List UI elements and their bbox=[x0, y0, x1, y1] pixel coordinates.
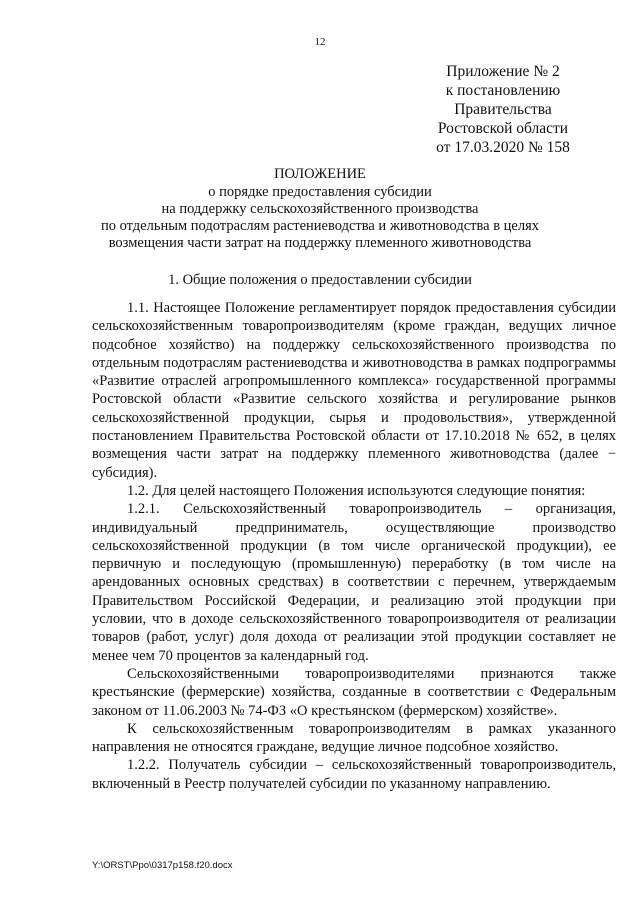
page-number: 12 bbox=[314, 36, 326, 48]
appendix-line: Правительства bbox=[454, 101, 552, 118]
appendix-line: от 17.03.2020 № 158 bbox=[436, 139, 570, 156]
file-path-footer: Y:\ORST\Ppo\0317p158.f20.docx bbox=[92, 860, 233, 871]
document-title bbox=[70, 166, 570, 252]
section-heading: 1. Общие положения о предоставлении субсидии bbox=[168, 272, 472, 288]
paragraph-1-2-1: 1.2.1. Сельскохозяйственный товаропроизводитель – организация, индивидуальный предприниматель, осуществляющие производство сельскохозяйственной продукции (в том числе органической продукции), ее первичную и последующую (промышленную) переработку (в том числе на арендованных основных средствах) в соответствии с перечнем, утверждаемым Правительством Российской Федерации, и реализацию этой продукции при условии, что в доходе сельскохозяйственного товаропроизводителя от реализации товаров (работ, услуг) доля дохода от реализации этой продукции составляет не менее чем 70 процентов за календарный год. bbox=[92, 501, 616, 664]
paragraph-exclusions: К сельскохозяйственным товаропроизводителям в рамках указанного направления не относятся граждане, ведущие личное подсобное хозяйство. bbox=[92, 720, 616, 756]
paragraph-1-1: 1.1. Настоящее Положение регламентирует порядок предоставления субсидии сельскохозяйственным товаропроизводителям (кроме граждан, ведущих личное подсобное хозяйство) на поддержку сельскохозяйственного производства по отдельным подотраслям растениеводства и животноводства в рамках подпрограммы «Развитие отраслей агропромышленного комплекса» государственной программы Ростовской области «Развитие сельского хозяйства и регулирование рынков сельскохозяйственной продукции, сырья и продовольствия», утвержденной постановлением Правительства Ростовской области от 17.10.2018 № 652, в целях возмещения части затрат на поддержку племенного животноводства (далее − субсидия). bbox=[92, 300, 616, 481]
appendix-block bbox=[420, 62, 586, 157]
title-heading: ПОЛОЖЕНИЕ bbox=[274, 166, 366, 182]
title-line: по отдельным подотраслям растениеводства и животноводства в целях bbox=[100, 218, 540, 234]
paragraph-producers: Сельскохозяйственными товаропроизводителями признаются также крестьянские (фермерские) хозяйства, созданные в соответствии с Федеральным законом от 11.06.2003 № 74-ФЗ «О крестьянском (фермерском) хозяйстве». bbox=[92, 665, 616, 719]
title-line: возмещения части затрат на поддержку племенного животноводства bbox=[108, 235, 532, 251]
paragraph-1-2-2: 1.2.2. Получатель субсидии – сельскохозяйственный товаропроизводитель, включенный в Реестр получателей субсидии по указанному направлению. bbox=[92, 757, 616, 792]
title-line: о порядке предоставления субсидии bbox=[208, 184, 432, 200]
appendix-line: к постановлению bbox=[445, 82, 561, 99]
title-line: на поддержку сельскохозяйственного производства bbox=[161, 201, 479, 217]
appendix-line: Приложение № 2 bbox=[446, 63, 560, 80]
paragraph-1-2: 1.2. Для целей настоящего Положения используются следующие понятия: bbox=[127, 482, 586, 499]
document-body bbox=[92, 299, 616, 793]
appendix-line: Ростовской области bbox=[437, 120, 569, 137]
